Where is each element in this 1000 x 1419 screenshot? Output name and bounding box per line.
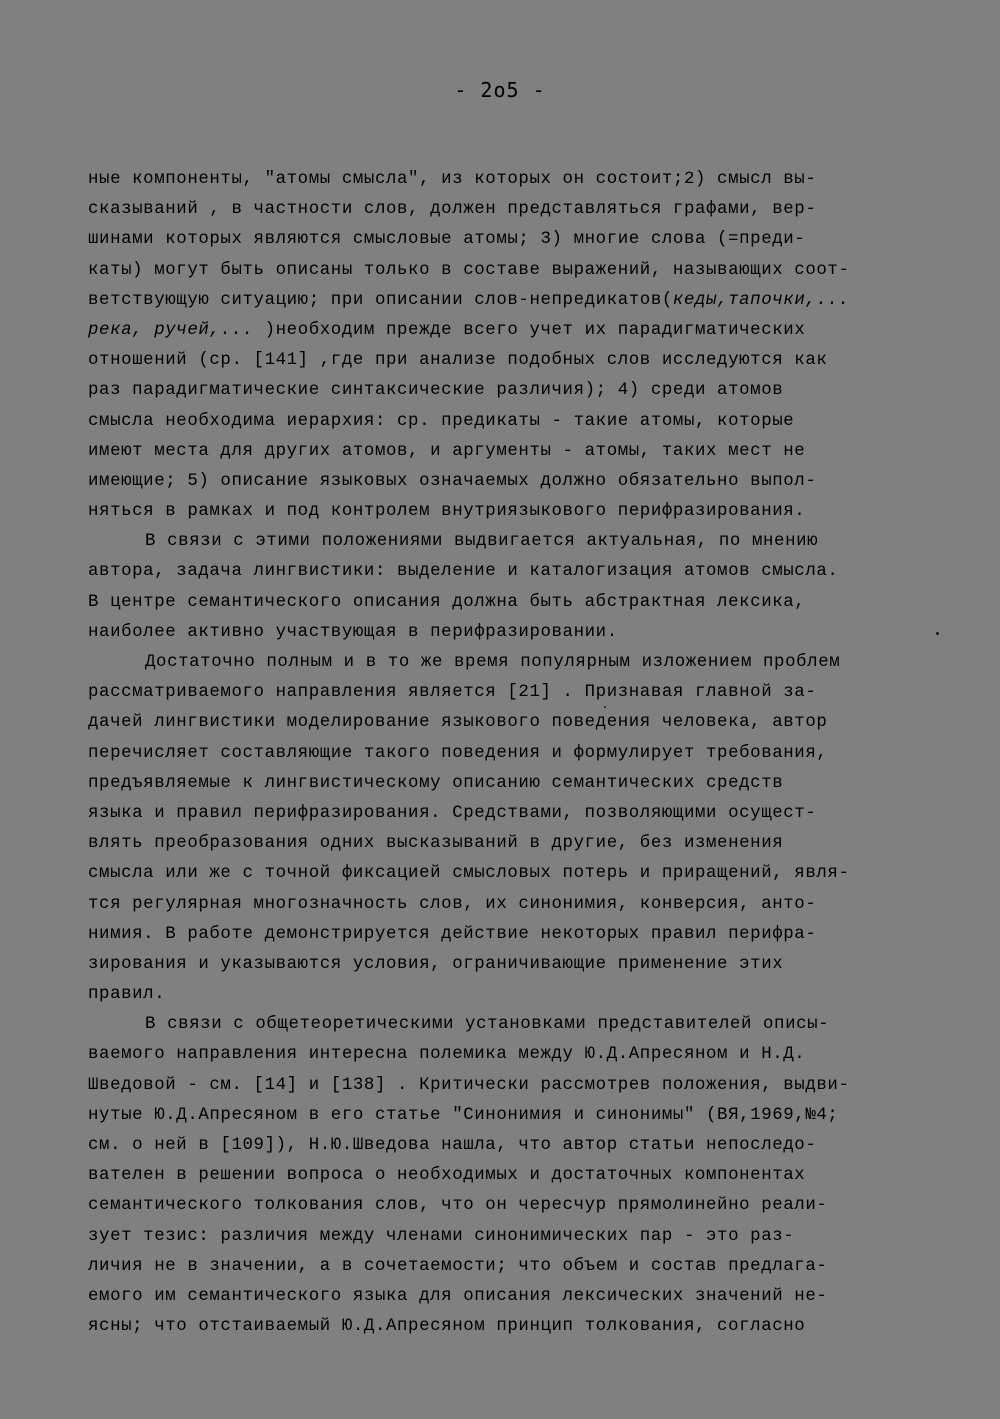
- text-line: автора, задача лингвистики: выделение и каталогизация атомов смысла.: [88, 562, 839, 582]
- italic-examples: кеды,тапочки,...: [672, 290, 850, 310]
- text-line: няться в рамках и под контролем внутриязыкового перифразирования.: [88, 502, 806, 522]
- text-line: ясны; что отстаиваемый Ю.Д.Апресяном принцип толкования, согласно: [88, 1317, 806, 1337]
- text-line: раз парадигматические синтаксические различия); 4) среди атомов: [88, 381, 784, 401]
- text-line: рассматриваемого направления является [21] . Признавая главной за-: [88, 683, 817, 703]
- text-line: семантического толкования слов, что он чересчур прямолинейно реали-: [88, 1196, 828, 1216]
- paragraph-start-line: В связи с общетеоретическими установками представителей описы-: [145, 1015, 830, 1035]
- italic-examples: река, ручей,...: [88, 320, 254, 340]
- text-line: ные компоненты, "атомы смысла", из которых он состоит;2) смысл вы-: [88, 170, 817, 189]
- text-line: тся регулярная многозначность слов, их синонимия, конверсия, анто-: [88, 894, 817, 914]
- paragraph-start-line: Достаточно полным и в то же время популярным изложением проблем: [145, 653, 841, 672]
- text-line: имеющие; 5) описание языковых означаемых должно обязательно выпол-: [88, 471, 817, 491]
- text-line: вателен в решении вопроса о необходимых и достаточных компонентах: [88, 1166, 806, 1186]
- text-line: перечисляет составляющие такого поведения и формулирует требования,: [88, 743, 828, 763]
- text-line: ваемого направления интересна полемика между Ю.Д.Апресяном и Н.Д.: [88, 1045, 806, 1065]
- scan-speck: [604, 706, 606, 708]
- text-line: смысла или же с точной фиксацией смысловых потерь и приращений, явля-: [88, 864, 850, 884]
- text-line: предъявляемые к лингвистическому описанию семантических средств: [88, 773, 784, 793]
- text-line: [88, 286, 928, 316]
- text-line: отношений (ср. [141] ,где при анализе подобных слов исследуются как: [88, 351, 828, 371]
- text-line: зирования и указываются условия, ограничивающие применение этих: [88, 954, 784, 974]
- text-line: см. о ней в [109]), Н.Ю.Шведова нашла, что автор статьи непоследо-: [88, 1136, 817, 1155]
- text-segment: )необходим прежде всего учет их парадигматических: [253, 320, 806, 340]
- text-line: В центре семантического описания должна быть абстрактная лексика,: [88, 592, 806, 612]
- text-line: личия не в значении, а в сочетаемости; что объем и состав предлага-: [88, 1256, 828, 1276]
- body-text: [88, 165, 928, 1342]
- text-line: влять преобразования одних высказываний в другие, без изменения: [88, 834, 784, 854]
- text-line: нимия. В работе демонстрируется действие некоторых правил перифра-: [88, 924, 817, 944]
- text-line: нутые Ю.Д.Апресяном в его статье "Синонимия и синонимы" (ВЯ,1969,№4;: [88, 1105, 839, 1125]
- scan-speck: [936, 632, 939, 635]
- text-line: правил.: [88, 985, 166, 1005]
- text-line: каты) могут быть описаны только в составе выражений, называющих соот-: [88, 260, 850, 280]
- text-line: шинами которых являются смысловые атомы; 3) многие слова (=преди-: [88, 230, 806, 250]
- text-segment: ветствующую ситуацию; при описании слов-непредикатов(: [88, 290, 673, 310]
- text-line: Шведовой - см. [14] и [138] . Критически рассмотрев положения, выдви-: [88, 1075, 850, 1095]
- text-line: наиболее активно участвующая в перифразировании.: [88, 622, 618, 642]
- paragraph-start-line: В связи с этими положениями выдвигается актуальная, по мнению: [145, 532, 819, 552]
- text-line: [88, 316, 928, 346]
- text-line: языка и правил перифразирования. Средствами, позволяющими осущест-: [88, 803, 817, 823]
- text-line: имеют места для других атомов, и аргументы - атомы, таких мест не: [88, 441, 806, 461]
- text-line: смысла необходима иерархия: ср. предикаты - такие атомы, которые: [88, 411, 795, 431]
- page-number: - 2o5 -: [454, 78, 546, 102]
- text-line: сказываний , в частности слов, должен представляться графами, вер-: [88, 200, 817, 220]
- text-line: емого им семантического языка для описания лексических значений не-: [88, 1286, 828, 1306]
- text-line: дачей лингвистики моделирование языкового поведения человека, автор: [88, 713, 828, 733]
- text-line: зует тезис: различия между членами синонимических пар - это раз-: [88, 1226, 795, 1246]
